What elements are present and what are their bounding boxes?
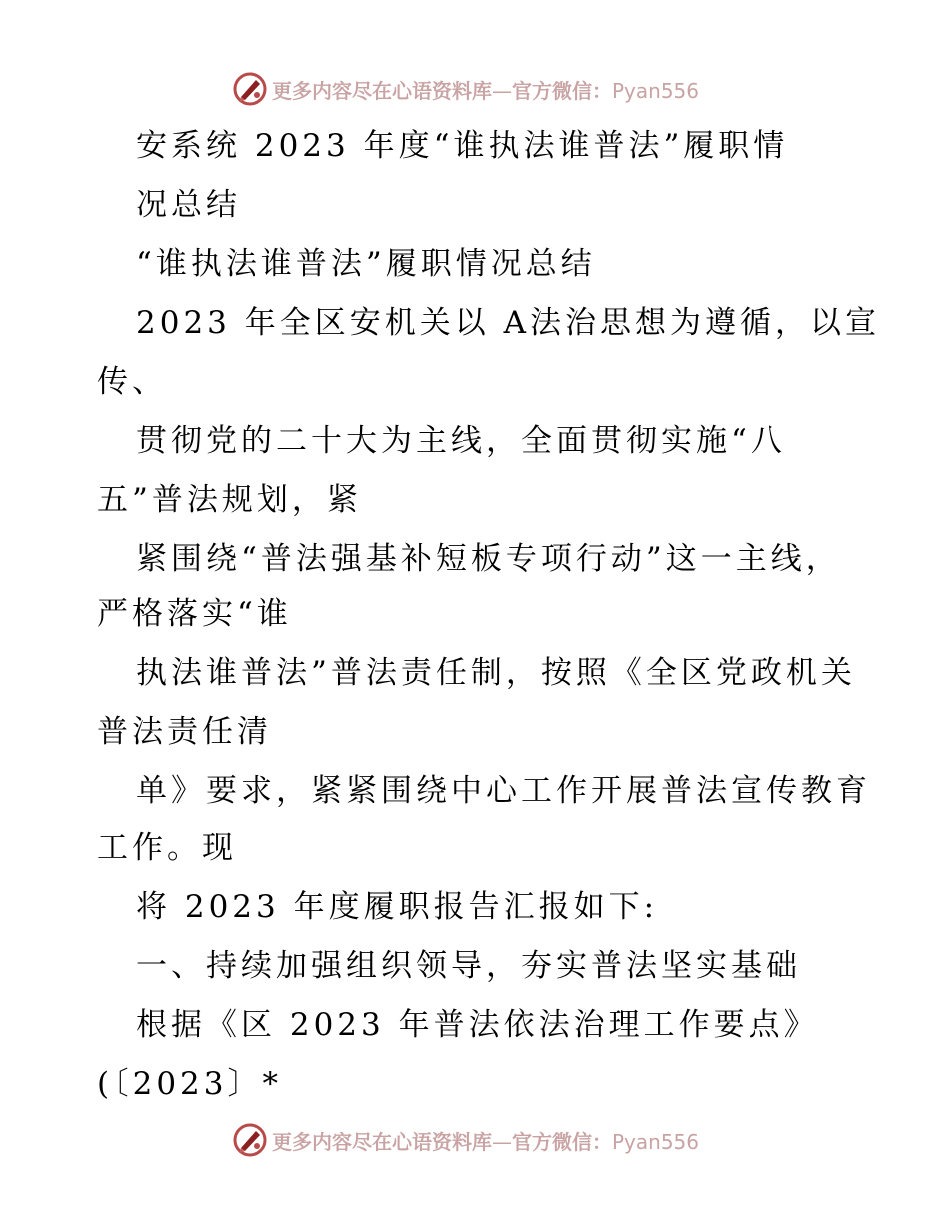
paragraph-line: 严格落实“谁: [97, 596, 292, 632]
pen-ink-logo-icon: [232, 71, 268, 107]
paragraph-line: 根据《区 2023 年普法依法治理工作要点》: [136, 1007, 819, 1043]
paragraph-line: 将 2023 年度履职报告汇报如下:: [136, 889, 659, 925]
doc-subtitle: “谁执法谁普法”履职情况总结: [136, 246, 596, 282]
watermark-title: 更多内容尽在心语资料库: [272, 78, 492, 103]
watermark-official-label: 官方微信：: [512, 78, 612, 103]
watermark-separator: —: [492, 1129, 512, 1154]
footer-watermark: [232, 1121, 699, 1159]
paragraph-line: 工作。现: [97, 830, 237, 866]
section-heading: 一、持续加强组织领导，夯实普法坚实基础: [136, 948, 801, 984]
watermark-text: [272, 75, 699, 104]
watermark-separator: —: [492, 78, 512, 103]
watermark-account: Pyan556: [612, 78, 700, 103]
doc-title-line-1: 安系统 2023 年度“谁执法谁普法”履职情: [136, 128, 789, 164]
paragraph-line: 传、: [97, 364, 167, 400]
watermark-title: 更多内容尽在心语资料库: [272, 1129, 492, 1154]
paragraph-line: 单》要求，紧紧围绕中心工作开展普法宣传教育: [136, 773, 871, 809]
watermark-official-label: 官方微信：: [512, 1129, 612, 1154]
paragraph-line: 2023 年全区安机关以 A法治思想为遵循，以宣: [136, 305, 880, 341]
paragraph-line: 紧围绕“普法强基补短板专项行动”这一主线，: [136, 541, 841, 577]
pen-ink-logo-icon: [232, 1122, 268, 1158]
paragraph-line: (〔2023〕*: [97, 1066, 282, 1102]
paragraph-line: 五”普法规划，紧: [97, 482, 362, 518]
paragraph-line: 执法谁普法”普法责任制，按照《全区党政机关: [136, 655, 856, 691]
watermark-text: [272, 1126, 699, 1155]
header-watermark: [232, 70, 699, 108]
watermark-account: Pyan556: [612, 1129, 700, 1154]
paragraph-line: 普法责任清: [97, 714, 272, 750]
doc-title-line-2: 况总结: [136, 187, 241, 223]
paragraph-line: 贯彻党的二十大为主线，全面贯彻实施“八: [136, 423, 786, 459]
